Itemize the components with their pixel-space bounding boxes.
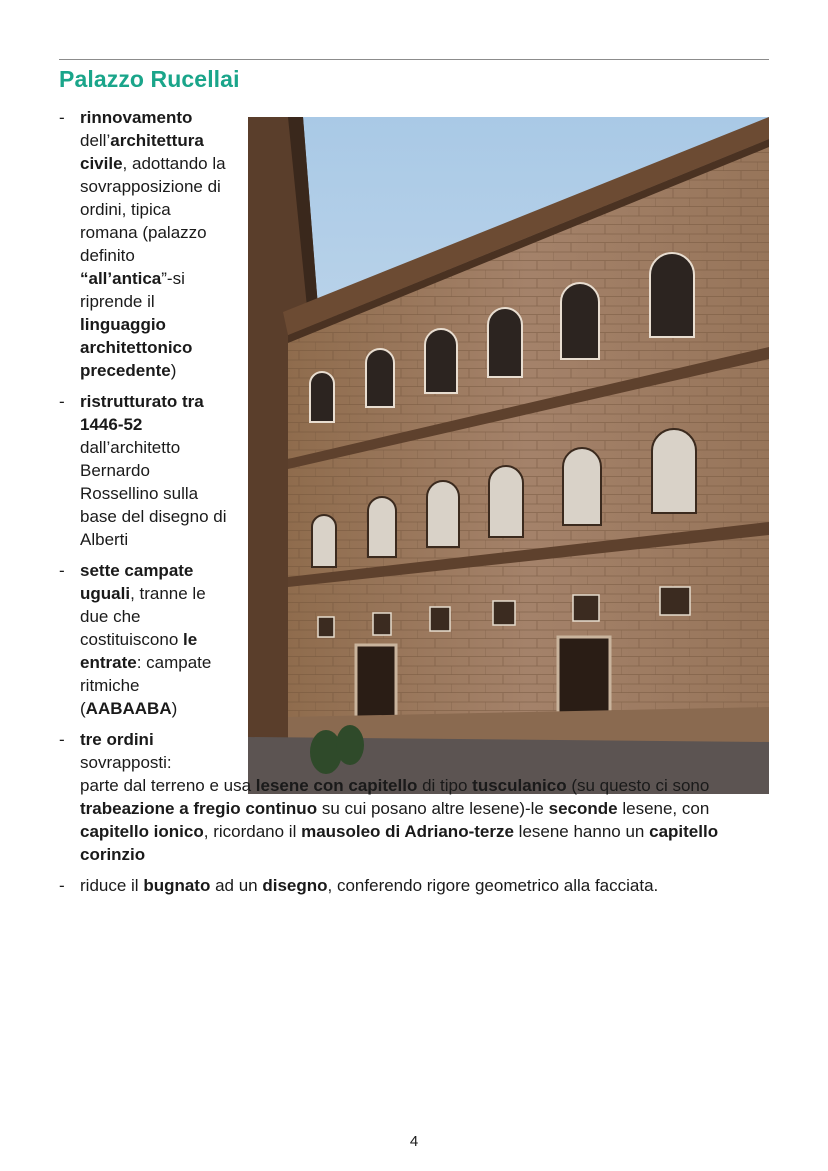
text-run: lesene hanno un xyxy=(513,822,650,841)
page-title: Palazzo Rucellai xyxy=(59,66,240,92)
bullet-list xyxy=(59,106,769,905)
bullet-dash: - xyxy=(59,108,65,127)
text-run: seconde xyxy=(548,799,618,818)
list-item xyxy=(59,874,770,897)
text-run: , conferendo rigore geometrico alla facciata. xyxy=(327,876,659,895)
text-run: mausoleo di Adriano-terze xyxy=(301,822,514,841)
bullet-dash: - xyxy=(59,730,65,749)
text-run: trabeazione a fregio continuo xyxy=(80,799,318,818)
text-run: ”-si riprende il xyxy=(80,269,185,311)
text-run: su cui posano altre lesene)-le xyxy=(317,799,549,818)
text-run: di tipo xyxy=(417,776,473,795)
text-run: ) xyxy=(170,361,177,380)
bullet-dash: - xyxy=(59,392,65,411)
text-run: : campate ritmiche ( xyxy=(80,653,212,718)
text-run: riduce il xyxy=(80,876,144,895)
list-item-continuation xyxy=(59,774,770,866)
text-run: ristrutturato tra 1446-52 xyxy=(80,392,204,434)
text-run: dell’ xyxy=(80,131,111,150)
text-run: capitello ionico xyxy=(80,822,204,841)
text-run: parte dal terreno e usa xyxy=(80,776,256,795)
list-item xyxy=(59,390,230,551)
text-run: tre ordini xyxy=(80,730,154,749)
list-item xyxy=(59,559,230,720)
text-run: dall’architetto Bernardo Rossellino sulla base del disegno di Alberti xyxy=(80,438,227,549)
text-run: (su questo ci sono xyxy=(566,776,710,795)
bullet-dash: - xyxy=(59,561,65,580)
text-run: rinnovamento xyxy=(80,108,193,127)
bullet-dash: - xyxy=(59,876,65,895)
list-item xyxy=(59,106,230,382)
text-run: ) xyxy=(171,699,178,718)
page-number: 4 xyxy=(409,1133,419,1150)
header-rule xyxy=(59,59,769,60)
text-run: disegno xyxy=(262,876,328,895)
text-run: , tranne le due che costituiscono xyxy=(80,584,206,649)
list-item xyxy=(59,728,230,774)
text-run: le entrate xyxy=(80,630,198,672)
text-run: lesene con capitello xyxy=(255,776,418,795)
text-run: , ricordano il xyxy=(203,822,302,841)
text-run: bugnato xyxy=(143,876,211,895)
text-run: , adottando la sovrapposizione di ordini, tipica romana (palazzo definito xyxy=(80,154,226,265)
text-run: AABAABA xyxy=(85,699,172,718)
text-run: “all’antica xyxy=(80,269,162,288)
text-run: ad un xyxy=(210,876,263,895)
text-run: capitello corinzio xyxy=(80,822,719,864)
text-run: sette campate uguali xyxy=(80,561,194,603)
text-run: sovrapposti: xyxy=(80,753,172,772)
text-run: linguaggio architettonico precedente xyxy=(80,315,193,380)
text-run: architettura civile xyxy=(80,131,204,173)
text-run: tusculanico xyxy=(472,776,567,795)
text-run: lesene, con xyxy=(617,799,710,818)
